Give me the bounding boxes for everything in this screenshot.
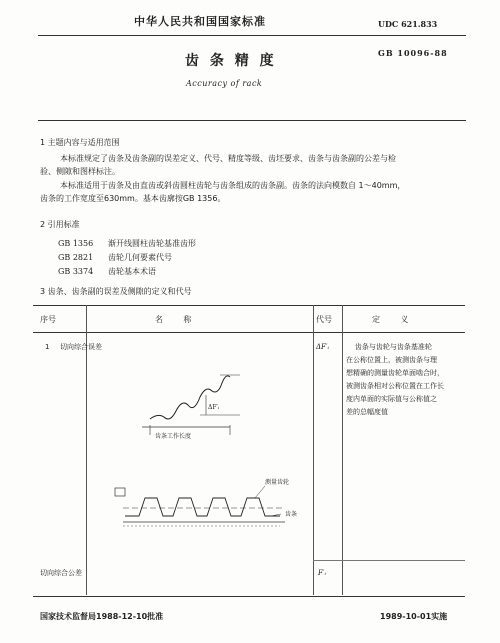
ref-text-1: 渐开线圆柱齿轮基准齿形 <box>108 239 196 248</box>
ref-text-3: 齿轮基本术语 <box>108 267 156 276</box>
figure-rack-label: 齿条 <box>285 511 298 518</box>
row-1-def-5: 度内单面的实际值与公称值之 <box>346 395 437 403</box>
section-1-paragraph-1a: 本标准规定了齿条及齿条副的误差定义、代号、精度等级、齿坯要求、齿条与齿条副的公差与检 <box>60 154 396 163</box>
row-2-code: F′ᵢ <box>318 569 326 577</box>
table-header-code: 代号 <box>316 315 332 324</box>
col-divider-2 <box>313 305 314 595</box>
document-title: 齿 条 精 度 <box>185 53 277 69</box>
row-1-def-3: 想精确的测量齿轮单面啮合时， <box>346 369 444 377</box>
udc-number: UDC 621.833 <box>378 19 438 29</box>
figure-meas-gear-label: 测量齿轮 <box>265 479 290 486</box>
row-1-name: 切向综合误差 <box>60 343 102 351</box>
section-1-paragraph-2a: 本标准适用于齿条及由直齿或斜齿圆柱齿轮与齿条组成的齿条副。齿条的法向模数自 1～40mm， <box>60 181 406 190</box>
standard-header-title: 中华人民共和国国家标准 <box>134 15 266 28</box>
section-3-heading: 3 齿条、齿条副的误差及侧隙的定义和代号 <box>40 287 192 296</box>
ref-code-3: GB 3374 <box>58 267 94 276</box>
row-1-number: 1 <box>45 343 50 351</box>
document-subtitle: Accuracy of rack <box>186 79 263 88</box>
meas-gear-marker <box>115 488 125 496</box>
section-1-paragraph-1b: 验、侧隙和图样标注。 <box>40 167 120 176</box>
header-rule <box>38 35 466 36</box>
table-header-rule <box>33 332 465 333</box>
row-divider <box>313 560 465 561</box>
approval-date: 国家技术监督局1988-12-10批准 <box>40 612 164 621</box>
row-1-code: ΔF′ᵢ <box>316 343 329 351</box>
row-1-def-1: 齿条与齿轮与齿条基准轮 <box>346 343 432 351</box>
section-1-paragraph-2b: 齿条的工作宽度至630mm。基本齿廓按GB 1356。 <box>40 194 226 203</box>
section-1-heading: 1 主题内容与适用范围 <box>40 138 120 147</box>
section-2-heading: 2 引用标准 <box>40 220 80 229</box>
effective-date: 1989-10-01实施 <box>380 612 448 621</box>
row-1-def-2: 在公称位置上，被测齿条与理 <box>346 356 437 364</box>
title-rule <box>38 120 466 121</box>
ref-text-2: 齿轮几何要素代号 <box>108 253 172 262</box>
gear-label-leader <box>255 486 265 498</box>
figure-curve-label: 齿条工作长度 <box>155 433 192 440</box>
table-header-def: 定 义 <box>372 315 409 324</box>
table-header-no: 序号 <box>40 315 56 324</box>
row-1-def-4: 被测齿条相对公称位置在工作长 <box>346 382 444 390</box>
figure-delta-label: ΔF′ᵢ <box>208 404 220 411</box>
rack-teeth <box>125 498 280 516</box>
ref-code-1: GB 1356 <box>58 239 94 248</box>
table-header-name: 名 称 <box>155 315 192 324</box>
row-2-name: 切向综合公差 <box>40 569 82 577</box>
row-1-def-6: 差的总幅度值 <box>346 408 388 416</box>
gb-number: GB 10096-88 <box>378 48 448 58</box>
ref-code-2: GB 2821 <box>58 253 94 262</box>
col-divider-3 <box>342 305 343 595</box>
